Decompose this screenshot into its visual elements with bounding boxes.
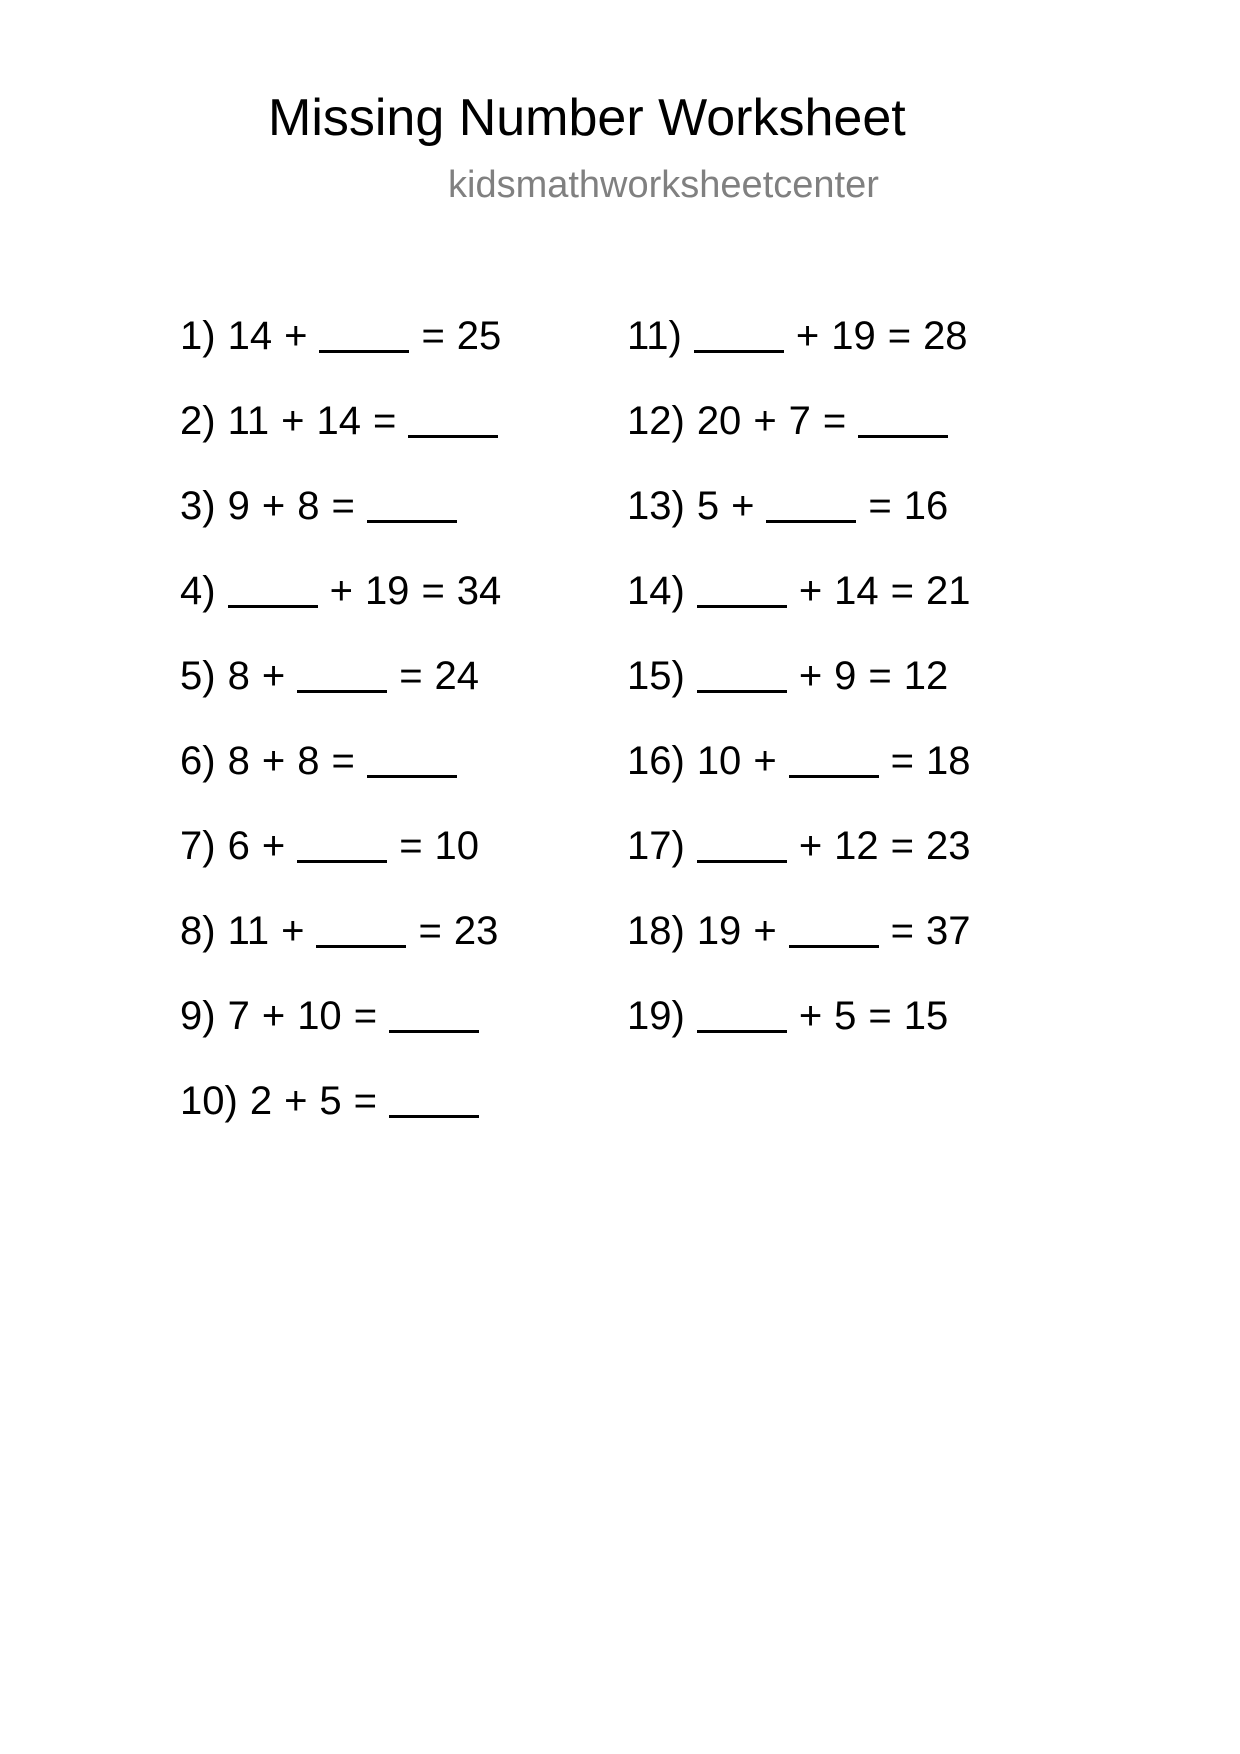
result: 23 [453,909,499,953]
operand-a: 6 [227,824,250,868]
problem-item [627,822,983,907]
answer-blank[interactable] [297,656,387,693]
operand-b: 19 [364,569,410,613]
operator: + [261,654,286,698]
equals-sign: = [868,654,892,698]
problem-number: 19) [627,994,685,1038]
equals-sign: = [399,654,423,698]
operand-a: 11 [227,909,270,953]
result: 18 [926,739,971,783]
answer-blank[interactable] [316,911,406,948]
answer-blank[interactable] [697,571,787,608]
operator: + [753,739,777,783]
operator: + [281,399,305,443]
answer-blank[interactable] [766,486,856,523]
operand-b: 10 [297,994,342,1038]
result: 24 [434,654,480,698]
result: 25 [456,314,502,358]
answer-blank[interactable] [789,741,879,778]
problem-item [180,482,513,567]
operator: + [329,569,353,613]
equals-sign: = [353,994,378,1038]
operand-a: 8 [227,654,250,698]
problem-number: 2) [180,399,216,443]
equals-sign: = [331,739,355,783]
equals-sign: = [421,314,445,358]
answer-blank[interactable] [389,996,479,1033]
operand-b: 7 [788,399,811,443]
result: 37 [926,909,971,953]
problem-number: 7) [180,824,216,868]
equals-sign: = [353,1079,378,1123]
operand-a: 5 [696,484,720,528]
problem-item [180,992,513,1077]
problem-item [627,737,983,822]
problem-number: 1) [180,314,216,358]
operator: + [753,909,777,953]
operator: + [798,569,823,613]
problem-number: 9) [180,994,216,1038]
problem-item [627,907,983,992]
operand-a: 11 [227,399,270,443]
operator: + [798,824,823,868]
equals-sign: = [822,399,847,443]
operand-a: 19 [696,909,742,953]
result: 28 [923,314,968,358]
answer-blank[interactable] [858,401,948,438]
operand-b: 14 [834,569,879,613]
problem-item [627,482,983,567]
problem-item [180,822,513,907]
problems-column-right [627,312,983,1077]
problem-number: 12) [627,399,685,443]
result: 16 [903,484,949,528]
answer-blank[interactable] [319,316,409,353]
problem-item [627,992,983,1077]
problem-number: 17) [627,824,685,868]
operand-b: 9 [834,654,857,698]
answer-blank[interactable] [389,1081,479,1118]
equals-sign: = [887,314,912,358]
problem-number: 16) [627,739,685,783]
page-title: Missing Number Worksheet [268,89,906,147]
problem-number: 10) [180,1079,238,1123]
operand-a: 2 [249,1079,273,1123]
operand-b: 14 [316,399,361,443]
operator: + [281,909,305,953]
operand-b: 12 [834,824,879,868]
result: 21 [926,569,971,613]
operator: + [798,654,823,698]
operand-a: 20 [696,399,742,443]
operand-b: 5 [834,994,857,1038]
operator: + [753,399,777,443]
equals-sign: = [399,824,423,868]
problem-number: 11) [627,314,682,358]
equals-sign: = [418,909,442,953]
answer-blank[interactable] [297,826,387,863]
equals-sign: = [331,484,355,528]
operator: + [284,1079,308,1123]
problem-number: 5) [180,654,216,698]
problem-item [627,567,983,652]
operand-a: 10 [696,739,742,783]
equals-sign: = [868,994,892,1038]
operator: + [798,994,823,1038]
answer-blank[interactable] [697,656,787,693]
problem-number: 14) [627,569,685,613]
problems-column-left [180,312,513,1162]
operator: + [284,314,308,358]
problem-item [180,567,513,652]
problem-item [180,1077,513,1162]
operand-b: 5 [319,1079,342,1123]
operand-a: 14 [227,314,273,358]
page-subtitle: kidsmathworksheetcenter [448,164,879,206]
operand-a: 7 [227,994,250,1038]
problem-number: 18) [627,909,685,953]
problem-number: 13) [627,484,685,528]
problem-item [180,397,513,482]
result: 23 [926,824,971,868]
result: 12 [903,654,949,698]
problem-item [627,652,983,737]
operator: + [261,824,286,868]
operator: + [261,739,286,783]
answer-blank[interactable] [228,571,318,608]
problem-number: 8) [180,909,216,953]
operator: + [261,484,286,528]
result: 15 [903,994,949,1038]
equals-sign: = [421,569,445,613]
problem-item [180,312,513,397]
problem-number: 15) [627,654,685,698]
operator: + [261,994,286,1038]
equals-sign: = [890,909,915,953]
answer-blank[interactable] [694,316,784,353]
result: 10 [434,824,480,868]
problem-item [180,652,513,737]
operand-b: 19 [831,314,876,358]
operator: + [795,314,820,358]
answer-blank[interactable] [789,911,879,948]
operand-b: 8 [297,739,320,783]
problem-item [627,312,983,397]
answer-blank[interactable] [367,486,457,523]
problem-item [180,737,513,822]
problem-number: 3) [180,484,216,528]
equals-sign: = [890,824,915,868]
equals-sign: = [890,739,915,783]
answer-blank[interactable] [697,826,787,863]
answer-blank[interactable] [697,996,787,1033]
result: 34 [456,569,502,613]
equals-sign: = [372,399,397,443]
equals-sign: = [890,569,915,613]
operand-a: 9 [227,484,250,528]
operand-b: 8 [297,484,320,528]
operator: + [731,484,755,528]
problem-item [180,907,513,992]
problem-number: 4) [180,569,216,613]
problem-item [627,397,983,482]
operand-a: 8 [227,739,250,783]
problem-number: 6) [180,739,216,783]
answer-blank[interactable] [367,741,457,778]
answer-blank[interactable] [408,401,498,438]
equals-sign: = [868,484,892,528]
